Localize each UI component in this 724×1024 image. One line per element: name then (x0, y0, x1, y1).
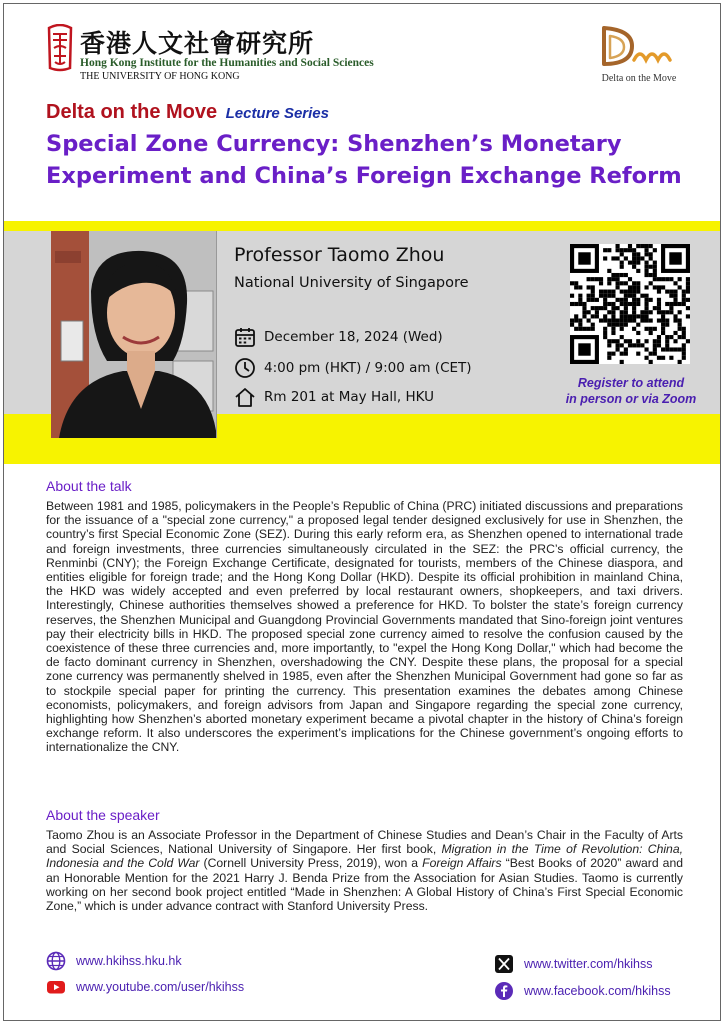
x-twitter-icon (494, 954, 514, 974)
speaker-name: Professor Taomo Zhou (234, 244, 445, 266)
speaker-award-journal: Foreign Affairs (422, 856, 502, 871)
poster (3, 3, 721, 1021)
speaker-bio-part-1: Taomo Zhou is an Associate Professor in the Department of Chinese Studies and Dean’s Chair in the Faculty of Arts and Social Sciences, National University of Singapore. Her first book, (46, 828, 683, 857)
series-name: Delta on the Move (46, 101, 218, 123)
facebook-link[interactable] (494, 981, 671, 1001)
twitter-link[interactable] (494, 954, 653, 974)
institute-chinese-name: 香港人文社會研究所 (80, 29, 315, 58)
calendar-icon (234, 326, 256, 348)
event-venue: Rm 201 at May Hall, HKU (264, 389, 434, 405)
globe-icon (46, 951, 66, 971)
institute-seal-icon (46, 24, 74, 72)
speaker-portrait-illustration (51, 231, 217, 438)
speaker-institution: National University of Singapore (234, 275, 469, 291)
register-line-2: in person or via Zoom (565, 392, 697, 406)
event-time: 4:00 pm (HKT) / 9:00 am (CET) (264, 360, 472, 376)
about-speaker-text (46, 828, 683, 913)
speaker-bio-part-3: “Best Books of 2020” award and an Honorable Mention for the 2021 Harry J. Benda Prize from the Association for Asian Studies. Taomo is currently working on her second book project entitled “Made in Shenzhen: A Global History of China’s First Special Economic Zone,” which is under advance contract with Stanford University Press. (46, 856, 683, 914)
facebook-icon (494, 981, 514, 1001)
website-link[interactable] (46, 951, 182, 971)
time-row (234, 356, 472, 380)
lecture-title: Special Zone Currency: Shenzhen’s Monetary Experiment and China’s Foreign Exchange Reform (46, 131, 682, 189)
hkihss-logo (46, 24, 416, 84)
partner-caption: Delta on the Move (601, 73, 677, 84)
about-talk-heading: About the talk (46, 478, 132, 494)
youtube-link[interactable] (46, 977, 244, 997)
event-date: December 18, 2024 (Wed) (264, 329, 443, 345)
register-note (557, 375, 705, 407)
speaker-bio-part-2: (Cornell University Press, 2019), won a (199, 856, 423, 871)
speaker-photo (51, 231, 217, 438)
series-type: Lecture Series (225, 105, 329, 122)
series-heading (46, 101, 329, 124)
website-url: www.hkihss.hku.hk (76, 954, 182, 968)
band-top-stripe (4, 221, 721, 231)
venue-row (234, 385, 434, 409)
home-icon (234, 386, 256, 408)
youtube-url: www.youtube.com/user/hkihss (76, 980, 245, 994)
facebook-url: www.facebook.com/hkihss (524, 984, 671, 998)
institute-english-name: Hong Kong Institute for the Humanities and Social Sciences (80, 57, 374, 69)
twitter-url: www.twitter.com/hkihss (524, 957, 653, 971)
clock-icon (234, 357, 256, 379)
about-speaker-heading: About the speaker (46, 807, 160, 823)
youtube-icon (46, 977, 66, 997)
register-line-1: Register to attend (577, 376, 685, 390)
about-talk-text: Between 1981 and 1985, policymakers in the People’s Republic of China (PRC) initiated discussions and preparations for the issuance of a "special zone currency," a proposed legal tender designed exclusively for use in Shenzhen, the country’s first Special Economic Zone (SEZ). During this early reform era, as Shenzhen opened to international trade and foreign investments, three currencies simultaneously circulated in the SEZ: the PRC’s official currency, the Renminbi (CNY); the Foreign Exchange Certificate, designated for tourists, members of the Chinese diaspora, and entities eligible for foreign trade; and the Hong Kong Dollar (HKD). Despite its official prohibition in mainland China, the HKD was widely accepted and even preferred by local restaurant owners, shopkeepers, and taxi drivers. Interestingly, Chinese authorities themselves showed a preference for HKD. To bolster the state’s foreign currency reserves, the Shenzhen Municipal and Guangdong Provincial Governments mandated that Sino-foreign joint ventures pay their electricity bills in HKD. The proposed special zone currency aimed to resolve the confusion caused by the coexistence of these three currencies and, more importantly, to "expel the Hong Kong Dollar," which had become the de facto dominant currency in Shenzhen, overshadowing the CNY. Despite these plans, the proposal for a special zone currency was permanently shelved in 1985, even after the Shenzhen Municipal Government had gone so far as to stockpile special paper for printing the currency. This presentation examines the debates among Chinese economists, policymakers, and foreign advisors from Japan and Singapore regarding the special zone currency, highlighting how Shenzhen’s aborted monetary experiment became a pivotal chapter in the history of China’s foreign exchange reform. It also underscores the experiment’s implications for the Chinese government’s ongoing efforts to internationalize the CNY. (46, 499, 683, 755)
registration-qr-code[interactable] (570, 244, 690, 364)
speaker-book-title: Migration in the Time of Revolution: China, Indonesia and the Cold War (46, 842, 683, 871)
qr-code-icon (570, 244, 690, 364)
date-row (234, 325, 443, 349)
university-name: THE UNIVERSITY OF HONG KONG (80, 71, 240, 82)
